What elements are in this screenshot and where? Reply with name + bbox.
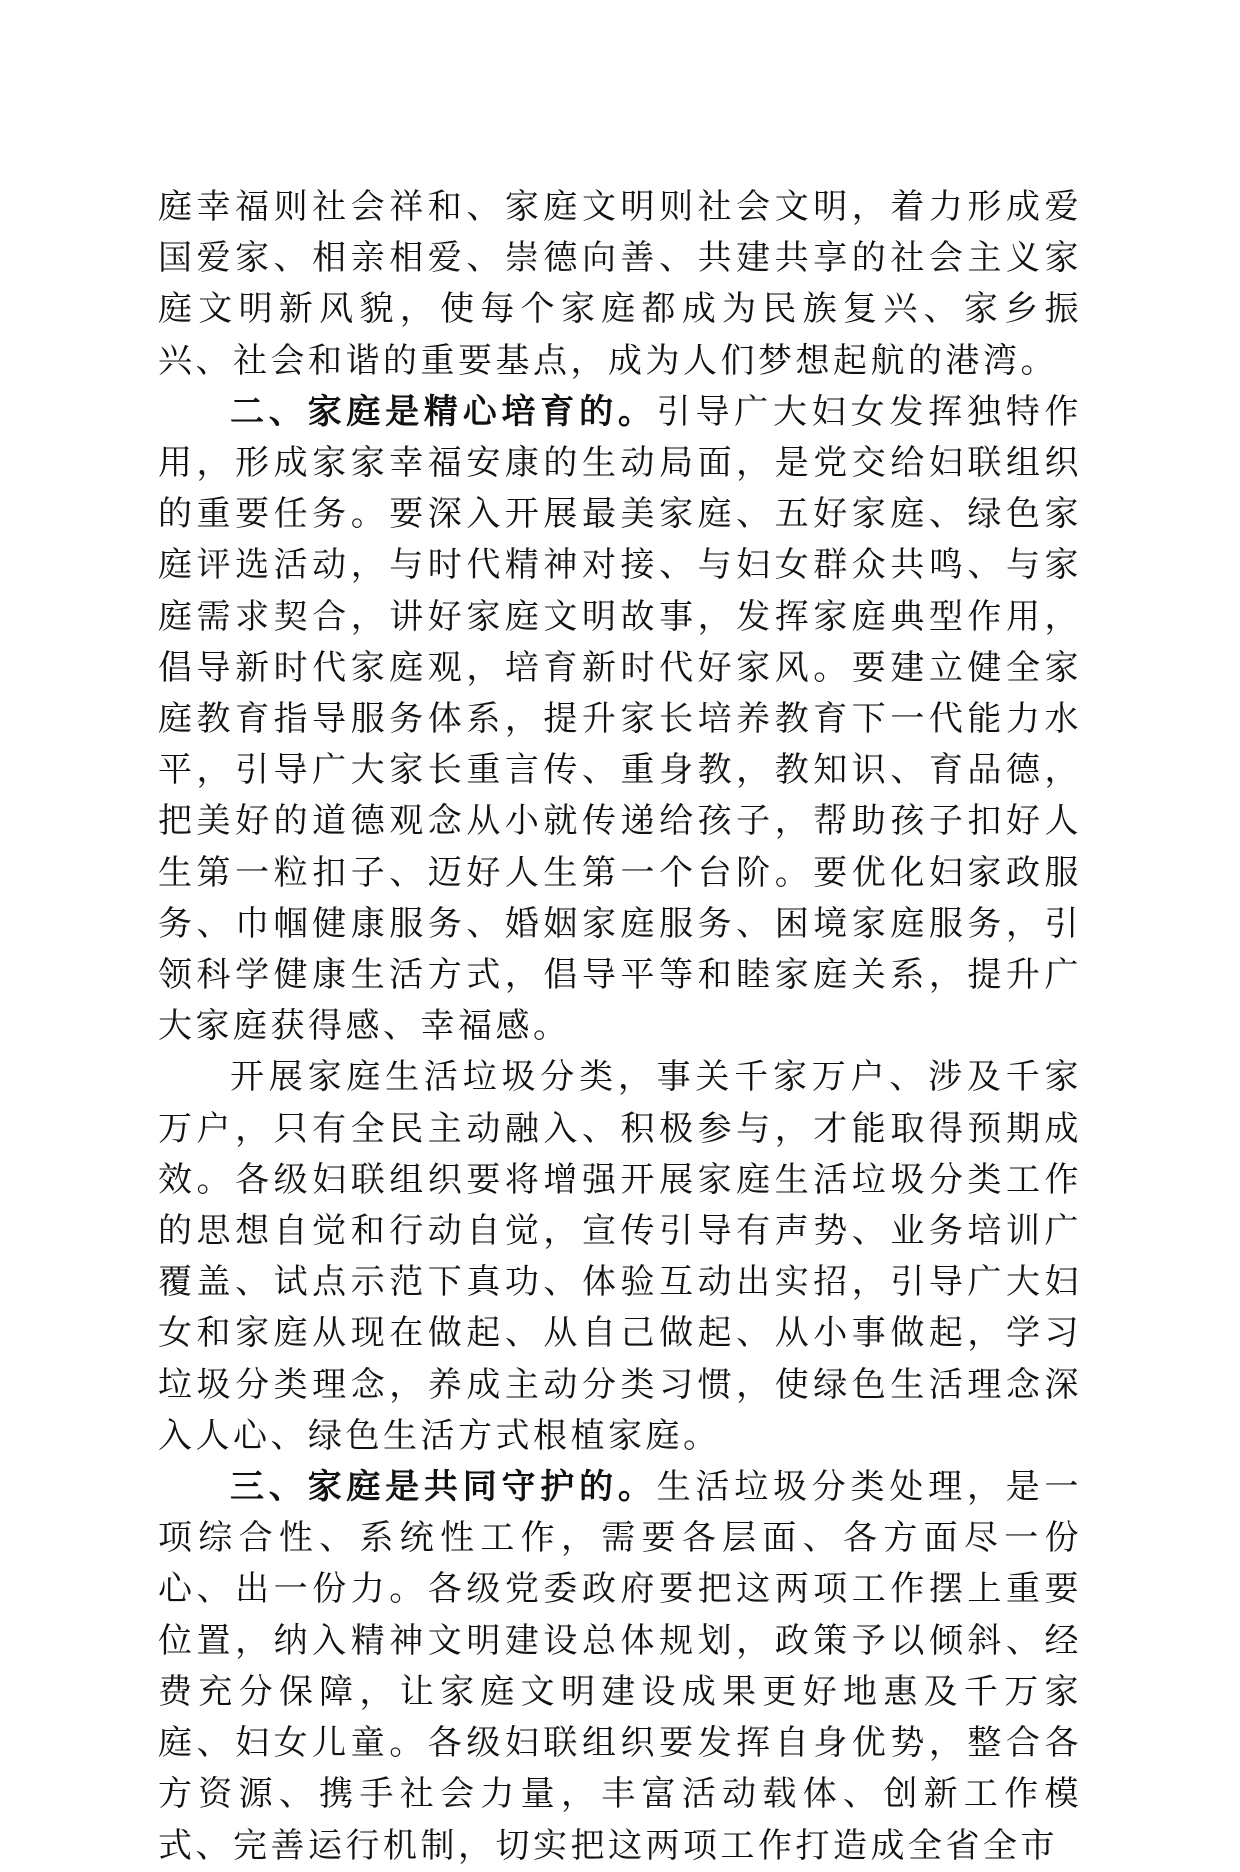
paragraph-section-two <box>158 387 1082 1053</box>
paragraph-body: 庭幸福则社会祥和、家庭文明则社会文明，着力形成爱国爱家、相亲相爱、崇德向善、共建共享的社会主义家庭文明新风貌，使每个家庭都成为民族复兴、家乡振兴、社会和谐的重要基点，成为人们梦想起航的港湾。 <box>158 187 1082 381</box>
paragraph-continuation <box>158 182 1082 387</box>
paragraph-body: 生活垃圾分类处理，是一项综合性、系统性工作，需要各层面、各方面尽一份心、出一份力。各级党委政府要把这两项工作摆上重要位置，纳入精神文明建设总体规划，政策予以倾斜、经费充分保障，让家庭文明建设成果更好地惠及千万家庭、妇女儿童。各级妇联组织要发挥自身优势，整合各方资源、携手社会力量，丰富活动载体、创新工作模式、完善运行机制，切实把这两项工作打造成全省全市 <box>158 1467 1083 1866</box>
paragraph-body: 引导广大妇女发挥独特作用，形成家家幸福安康的生动局面，是党交给妇联组织的重要任务。要深入开展最美家庭、五好家庭、绿色家庭评选活动，与时代精神对接、与妇女群众共鸣、与家庭需求契合，讲好家庭文明故事，发挥家庭典型作用，倡导新时代家庭观，培育新时代好家风。要建立健全家庭教育指导服务体系，提升家长培养教育下一代能力水平，引导广大家长重言传、重身教，教知识、育品德，把美好的道德观念从小就传递给孩子，帮助孩子扣好人生第一粒扣子、迈好人生第一个台阶。要优化妇家政服务、巾帼健康服务、婚姻家庭服务、困境家庭服务，引领科学健康生活方式，倡导平等和睦家庭关系，提升广大家庭获得感、幸福感。 <box>158 391 1083 1047</box>
section-heading: 二、家庭是精心培育的。 <box>230 391 657 432</box>
paragraph-garbage-sorting <box>158 1052 1082 1462</box>
section-heading: 三、家庭是共同守护的。 <box>230 1467 657 1508</box>
paragraph-section-three <box>158 1462 1082 1872</box>
document-body <box>158 182 1082 1872</box>
paragraph-body: 开展家庭生活垃圾分类，事关千家万户、涉及千家万户，只有全民主动融入、积极参与，才能取得预期成效。各级妇联组织要将增强开展家庭生活垃圾分类工作的思想自觉和行动自觉，宣传引导有声势、业务培训广覆盖、试点示范下真功、体验互动出实招，引导广大妇女和家庭从现在做起、从自己做起、从小事做起，学习垃圾分类理念，养成主动分类习惯，使绿色生活理念深入人心、绿色生活方式根植家庭。 <box>158 1057 1082 1456</box>
